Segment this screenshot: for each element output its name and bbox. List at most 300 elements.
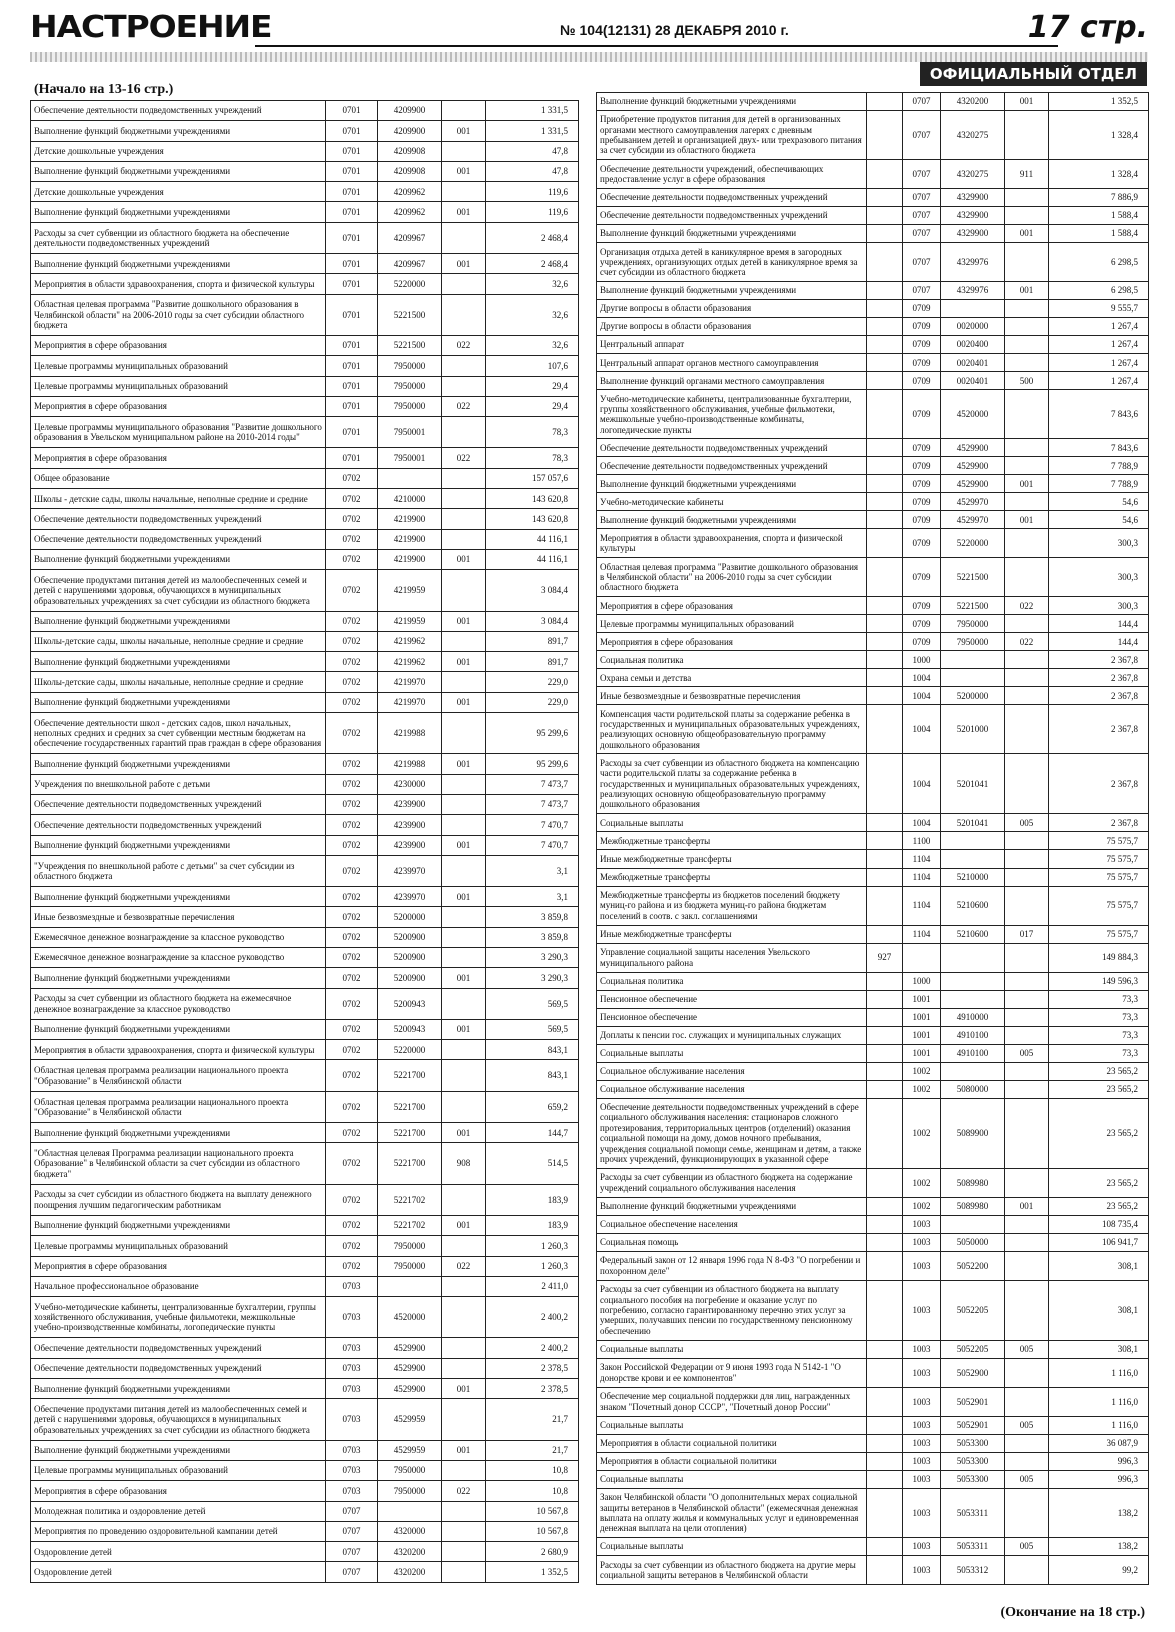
row-target: 4209908 [378, 161, 442, 181]
row-section: 1000 [903, 651, 941, 669]
row-section: 0702 [326, 927, 378, 947]
table-row [31, 988, 579, 1019]
row-section: 0701 [326, 417, 378, 448]
row-target: 4529900 [941, 439, 1005, 457]
table-row [31, 754, 579, 774]
table-row [31, 1440, 579, 1460]
row-type [1005, 1080, 1049, 1098]
table-row [31, 376, 579, 396]
table-row [597, 457, 1149, 475]
row-name: Социальные выплаты [597, 1537, 867, 1555]
row-amount: 119,6 [486, 182, 579, 202]
row-type: 017 [1005, 925, 1049, 943]
row-section: 0709 [903, 475, 941, 493]
row-section: 1001 [903, 1044, 941, 1062]
row-name: Мероприятия в сфере образования [31, 448, 326, 468]
row-section: 1003 [903, 1340, 941, 1358]
table-row [31, 794, 579, 814]
table-row [597, 354, 1149, 372]
table-row [597, 754, 1149, 814]
table-row [31, 182, 579, 202]
row-section: 0703 [326, 1358, 378, 1378]
row-name: Управление социальной защиты населения Увельского муниципального района [597, 943, 867, 972]
row-type [442, 907, 486, 927]
row-section: 0709 [903, 354, 941, 372]
row-section: 0702 [326, 815, 378, 835]
row-section: 0702 [326, 1040, 378, 1060]
row-name: Оздоровление детей [31, 1542, 326, 1562]
row-amount: 3 290,3 [486, 947, 579, 967]
table-row [597, 511, 1149, 529]
table-row [597, 850, 1149, 868]
row-target: 5089980 [941, 1168, 1005, 1197]
row-target: 4329900 [941, 225, 1005, 243]
row-section: 0702 [326, 549, 378, 569]
row-target: 5210600 [941, 886, 1005, 925]
row-amount: 7 788,9 [1049, 475, 1149, 493]
row-type [1005, 1008, 1049, 1026]
row-amount: 1 331,5 [486, 101, 579, 121]
row-type [442, 294, 486, 335]
row-amount: 9 555,7 [1049, 300, 1149, 318]
row-section: 1004 [903, 687, 941, 705]
table-row [597, 972, 1149, 990]
row-amount: 44 116,1 [486, 529, 579, 549]
table-row [597, 1387, 1149, 1416]
row-type [1005, 1098, 1049, 1168]
row-ministry [867, 1098, 903, 1168]
row-amount: 54,6 [1049, 511, 1149, 529]
row-section: 0701 [326, 101, 378, 121]
row-amount: 1 267,4 [1049, 318, 1149, 336]
row-target: 5052200 [941, 1251, 1005, 1280]
row-type [442, 468, 486, 488]
table-row [31, 335, 579, 355]
row-ministry [867, 1387, 903, 1416]
row-amount: 29,4 [486, 376, 579, 396]
row-name: Мероприятия в сфере образования [597, 597, 867, 615]
row-name: Выполнение функций бюджетными учреждениями [597, 225, 867, 243]
row-section: 0702 [326, 713, 378, 754]
row-target: 7950000 [941, 633, 1005, 651]
row-type [1005, 318, 1049, 336]
row-name: Учебно-методические кабинеты, централизованные бухгалтерии, группы хозяйственного обслуживания, учебные фильмотеки, межшкольные учебно-производственные комбинаты, логопедические пункты [31, 1297, 326, 1338]
row-type [1005, 457, 1049, 475]
table-row [31, 1338, 579, 1358]
table-row [597, 1044, 1149, 1062]
row-target: 4219970 [378, 672, 442, 692]
row-section: 0707 [903, 225, 941, 243]
continued-to-note: (Окончание на 18 стр.) [1000, 1605, 1145, 1620]
row-name: Социальная политика [597, 972, 867, 990]
row-type [1005, 832, 1049, 850]
row-target: 4329976 [941, 243, 1005, 282]
row-section: 0709 [903, 336, 941, 354]
row-type [1005, 1555, 1049, 1584]
table-row [31, 1143, 579, 1184]
row-section: 1001 [903, 1008, 941, 1026]
table-row [31, 713, 579, 754]
row-section: 0702 [326, 692, 378, 712]
row-amount: 73,3 [1049, 1026, 1149, 1044]
row-amount: 3 084,4 [486, 570, 579, 611]
row-amount: 1 328,4 [1049, 160, 1149, 189]
row-ministry [867, 1416, 903, 1434]
row-section: 0709 [903, 633, 941, 651]
row-ministry [867, 1215, 903, 1233]
row-type [1005, 754, 1049, 814]
row-name: Компенсация части родительской платы за содержание ребенка в государственных и муниципальных образовательных учреждениях, реализующих основную общеобразовательную программу дошкольного образования [597, 705, 867, 754]
row-ministry [867, 1470, 903, 1488]
row-type: 022 [442, 335, 486, 355]
row-type [1005, 1358, 1049, 1387]
row-ministry [867, 225, 903, 243]
row-type: 022 [442, 448, 486, 468]
row-section: 0702 [326, 672, 378, 692]
row-name: Целевые программы муниципальных образований [31, 356, 326, 376]
row-target: 5221700 [378, 1123, 442, 1143]
table-row [597, 189, 1149, 207]
row-target [941, 972, 1005, 990]
row-name: Выполнение функций бюджетными учреждениями [597, 93, 867, 111]
row-type: 001 [442, 161, 486, 181]
row-ministry [867, 754, 903, 814]
row-amount: 2 367,8 [1049, 687, 1149, 705]
row-target: 4209962 [378, 182, 442, 202]
row-section: 0701 [326, 376, 378, 396]
row-amount: 7 473,7 [486, 794, 579, 814]
row-amount: 2 367,8 [1049, 705, 1149, 754]
row-amount: 3 084,4 [486, 611, 579, 631]
row-name: Выполнение функций бюджетными учреждениями [597, 1197, 867, 1215]
table-row [597, 439, 1149, 457]
row-target: 5221700 [378, 1091, 442, 1122]
row-name: Социальные выплаты [597, 1340, 867, 1358]
row-name: Мероприятия в сфере образования [597, 633, 867, 651]
row-ministry: 927 [867, 943, 903, 972]
row-amount: 1 588,4 [1049, 225, 1149, 243]
row-section: 0709 [903, 597, 941, 615]
row-name: Пенсионное обеспечение [597, 990, 867, 1008]
row-amount: 1 588,4 [1049, 207, 1149, 225]
row-type [442, 1040, 486, 1060]
row-section: 0702 [326, 907, 378, 927]
row-name: Общее образование [31, 468, 326, 488]
row-name: Социальная помощь [597, 1233, 867, 1251]
table-row [31, 1236, 579, 1256]
row-target: 5210000 [941, 868, 1005, 886]
table-row [597, 558, 1149, 597]
table-row [31, 631, 579, 651]
row-type: 001 [442, 1019, 486, 1039]
row-target: 4219988 [378, 713, 442, 754]
row-type: 001 [1005, 282, 1049, 300]
row-section: 0709 [903, 318, 941, 336]
row-section: 1001 [903, 1026, 941, 1044]
row-amount: 108 735,4 [1049, 1215, 1149, 1233]
row-name: Целевые программы муниципальных образований [31, 1460, 326, 1480]
row-amount: 659,2 [486, 1091, 579, 1122]
table-row [597, 886, 1149, 925]
row-section: 0703 [326, 1338, 378, 1358]
row-amount: 2 367,8 [1049, 814, 1149, 832]
row-type [442, 274, 486, 294]
row-section: 0701 [326, 448, 378, 468]
table-row [597, 1080, 1149, 1098]
row-section: 0703 [326, 1460, 378, 1480]
row-target: 4219962 [378, 631, 442, 651]
row-amount: 891,7 [486, 631, 579, 651]
row-section: 1104 [903, 886, 941, 925]
row-target: 4329976 [941, 282, 1005, 300]
row-target: 5053311 [941, 1537, 1005, 1555]
table-row [597, 868, 1149, 886]
row-name: Федеральный закон от 12 января 1996 года N 8-ФЗ "О погребении и похоронном деле" [597, 1251, 867, 1280]
row-section: 0709 [903, 493, 941, 511]
table-row [597, 111, 1149, 160]
table-row [597, 1416, 1149, 1434]
row-target: 5201041 [941, 814, 1005, 832]
row-target: 4209967 [378, 222, 442, 253]
row-type [1005, 868, 1049, 886]
row-ministry [867, 687, 903, 705]
row-ministry [867, 925, 903, 943]
row-section: 1003 [903, 1488, 941, 1537]
row-name: Целевые программы муниципального образования "Развитие дошкольного образования в Увельском муниципальном районе на 2010-2014 годы" [31, 417, 326, 448]
row-section: 0703 [326, 1399, 378, 1440]
row-target: 4529900 [378, 1338, 442, 1358]
row-section: 0707 [903, 282, 941, 300]
row-amount: 3 859,8 [486, 907, 579, 927]
table-row [31, 489, 579, 509]
row-type [442, 1276, 486, 1296]
row-name: Целевые программы муниципальных образований [31, 1236, 326, 1256]
row-name: Начальное профессиональное образование [31, 1276, 326, 1296]
budget-table-left [30, 100, 579, 1583]
row-section: 0702 [326, 947, 378, 967]
row-amount: 3,1 [486, 887, 579, 907]
row-type [442, 1236, 486, 1256]
row-section: 1002 [903, 1197, 941, 1215]
row-name: Учебно-методические кабинеты [597, 493, 867, 511]
row-type: 005 [1005, 1416, 1049, 1434]
table-row [597, 1280, 1149, 1340]
row-section: 0709 [903, 457, 941, 475]
row-type [442, 855, 486, 886]
row-target: 4219900 [378, 549, 442, 569]
row-type [1005, 669, 1049, 687]
row-section: 0709 [903, 300, 941, 318]
row-name: Школы-детские сады, школы начальные, неполные средние и средние [31, 672, 326, 692]
row-amount: 73,3 [1049, 1044, 1149, 1062]
row-type: 500 [1005, 372, 1049, 390]
row-ministry [867, 1008, 903, 1026]
row-amount: 996,3 [1049, 1452, 1149, 1470]
table-row [31, 417, 579, 448]
row-name: Выполнение функций бюджетными учреждениями [31, 692, 326, 712]
continued-from-note: (Начало на 13-16 стр.) [34, 82, 174, 97]
row-amount: 44 116,1 [486, 549, 579, 569]
row-section: 0709 [903, 390, 941, 439]
row-amount: 1 352,5 [486, 1562, 579, 1582]
row-section: 1000 [903, 972, 941, 990]
row-type [442, 509, 486, 529]
table-row [31, 968, 579, 988]
row-target: 5080000 [941, 1080, 1005, 1098]
row-section: 0702 [326, 754, 378, 774]
row-target: 5052900 [941, 1358, 1005, 1387]
row-section: 1003 [903, 1452, 941, 1470]
row-amount: 36 087,9 [1049, 1434, 1149, 1452]
table-row [597, 300, 1149, 318]
row-type: 001 [442, 611, 486, 631]
row-section: 1003 [903, 1555, 941, 1584]
row-amount: 144,4 [1049, 615, 1149, 633]
row-target: 4219959 [378, 570, 442, 611]
row-target: 5053300 [941, 1452, 1005, 1470]
table-row [597, 225, 1149, 243]
row-type [1005, 1434, 1049, 1452]
row-name: Выполнение функций бюджетными учреждениями [31, 1019, 326, 1039]
row-name: Закон Российской Федерации от 9 июня 1993 года N 5142-1 "О донорстве крови и ее компонентов" [597, 1358, 867, 1387]
row-name: Областная целевая программа "Развитие дошкольного образования в Челябинской области" на 2006-2010 годы за счет субсидии областного бюджета [31, 294, 326, 335]
row-name: Обеспечение продуктами питания детей из малообеспеченных семей и детей с нарушениями здоровья, обучающихся в муниципальных образовательных учреждениях за счет субсидии из областного бюджета [31, 1399, 326, 1440]
row-section: 0702 [326, 1143, 378, 1184]
table-row [31, 774, 579, 794]
row-target: 4239970 [378, 855, 442, 886]
row-ministry [867, 282, 903, 300]
row-target: 5200943 [378, 988, 442, 1019]
row-name: Обеспечение деятельности подведомственных учреждений [597, 457, 867, 475]
row-section: 1003 [903, 1470, 941, 1488]
row-target: 7950001 [378, 448, 442, 468]
row-target: 4239900 [378, 794, 442, 814]
table-row [597, 832, 1149, 850]
row-type [1005, 651, 1049, 669]
row-ministry [867, 597, 903, 615]
row-section: 1004 [903, 814, 941, 832]
row-target: 4230000 [378, 774, 442, 794]
row-name: Обеспечение деятельности подведомственных учреждений [597, 439, 867, 457]
row-ministry [867, 990, 903, 1008]
row-type [1005, 111, 1049, 160]
row-target: 4520000 [941, 390, 1005, 439]
row-name: Центральный аппарат органов местного самоуправления [597, 354, 867, 372]
table-row [597, 1434, 1149, 1452]
row-type [442, 182, 486, 202]
row-amount: 75 575,7 [1049, 832, 1149, 850]
row-type [442, 529, 486, 549]
row-name: Выполнение функций бюджетными учреждениями [31, 835, 326, 855]
table-row [597, 925, 1149, 943]
table-row [597, 1537, 1149, 1555]
row-target: 4239900 [378, 815, 442, 835]
row-name: Выполнение функций бюджетными учреждениями [31, 1440, 326, 1460]
row-amount: 7 473,7 [486, 774, 579, 794]
row-ministry [867, 160, 903, 189]
row-name: Выполнение функций бюджетными учреждениями [597, 511, 867, 529]
row-type: 005 [1005, 1340, 1049, 1358]
row-amount: 7 843,6 [1049, 439, 1149, 457]
row-amount: 144,7 [486, 1123, 579, 1143]
row-target: 4329900 [941, 207, 1005, 225]
row-section: 1003 [903, 1434, 941, 1452]
row-ministry [867, 354, 903, 372]
row-type [442, 141, 486, 161]
row-type [1005, 1280, 1049, 1340]
row-section: 0707 [326, 1521, 378, 1541]
row-name: Расходы за счет субвенции из областного бюджета на выплату социального пособия на погребение и оказание услуг по погребению, согласно гарантированному перечню этих услуг за умерших, получавших пенсии по государственному пенсионному обеспечению [597, 1280, 867, 1340]
table-row [31, 1060, 579, 1091]
row-amount: 10,8 [486, 1460, 579, 1480]
row-ministry [867, 1044, 903, 1062]
row-name: Выполнение функций бюджетными учреждениями [31, 968, 326, 988]
row-section: 1004 [903, 705, 941, 754]
row-name: Обеспечение деятельности подведомственных учреждений [31, 1338, 326, 1358]
row-amount: 2 411,0 [486, 1276, 579, 1296]
table-row [31, 294, 579, 335]
row-amount: 2 468,4 [486, 222, 579, 253]
row-type [1005, 1387, 1049, 1416]
row-type: 001 [442, 254, 486, 274]
row-name: Социальные выплаты [597, 814, 867, 832]
table-row [597, 1470, 1149, 1488]
row-type [442, 356, 486, 376]
row-name: Ежемесячное денежное вознаграждение за классное руководство [31, 927, 326, 947]
table-row [597, 1168, 1149, 1197]
row-ministry [867, 1168, 903, 1197]
row-amount: 1 267,4 [1049, 336, 1149, 354]
row-ministry [867, 318, 903, 336]
row-amount: 2 400,2 [486, 1297, 579, 1338]
row-target: 7950000 [378, 356, 442, 376]
row-type [442, 1399, 486, 1440]
row-type [1005, 850, 1049, 868]
row-amount: 7 886,9 [1049, 189, 1149, 207]
table-row [31, 448, 579, 468]
row-ministry [867, 669, 903, 687]
row-target: 5221500 [378, 335, 442, 355]
row-type [1005, 886, 1049, 925]
row-target: 4219962 [378, 652, 442, 672]
row-target: 4209900 [378, 121, 442, 141]
row-target [378, 1501, 442, 1521]
row-target: 5089980 [941, 1197, 1005, 1215]
row-name: Центральный аппарат [597, 336, 867, 354]
row-ministry [867, 1251, 903, 1280]
table-row [31, 1184, 579, 1215]
row-name: Иные безвозмездные и безвозвратные перечисления [597, 687, 867, 705]
row-target: 5053300 [941, 1434, 1005, 1452]
row-type [1005, 207, 1049, 225]
row-type: 022 [442, 1256, 486, 1276]
row-section: 0709 [903, 372, 941, 390]
row-amount: 1 116,0 [1049, 1416, 1149, 1434]
table-row [31, 202, 579, 222]
row-name: Пенсионное обеспечение [597, 1008, 867, 1026]
table-row [597, 207, 1149, 225]
row-target: 4320200 [941, 93, 1005, 111]
row-amount: 1 260,3 [486, 1236, 579, 1256]
row-section: 1002 [903, 1168, 941, 1197]
row-type [442, 1184, 486, 1215]
row-type: 022 [442, 1481, 486, 1501]
row-type: 001 [1005, 1197, 1049, 1215]
row-type [442, 1562, 486, 1582]
row-target: 7950000 [378, 1256, 442, 1276]
table-row [597, 687, 1149, 705]
row-section: 0702 [326, 968, 378, 988]
